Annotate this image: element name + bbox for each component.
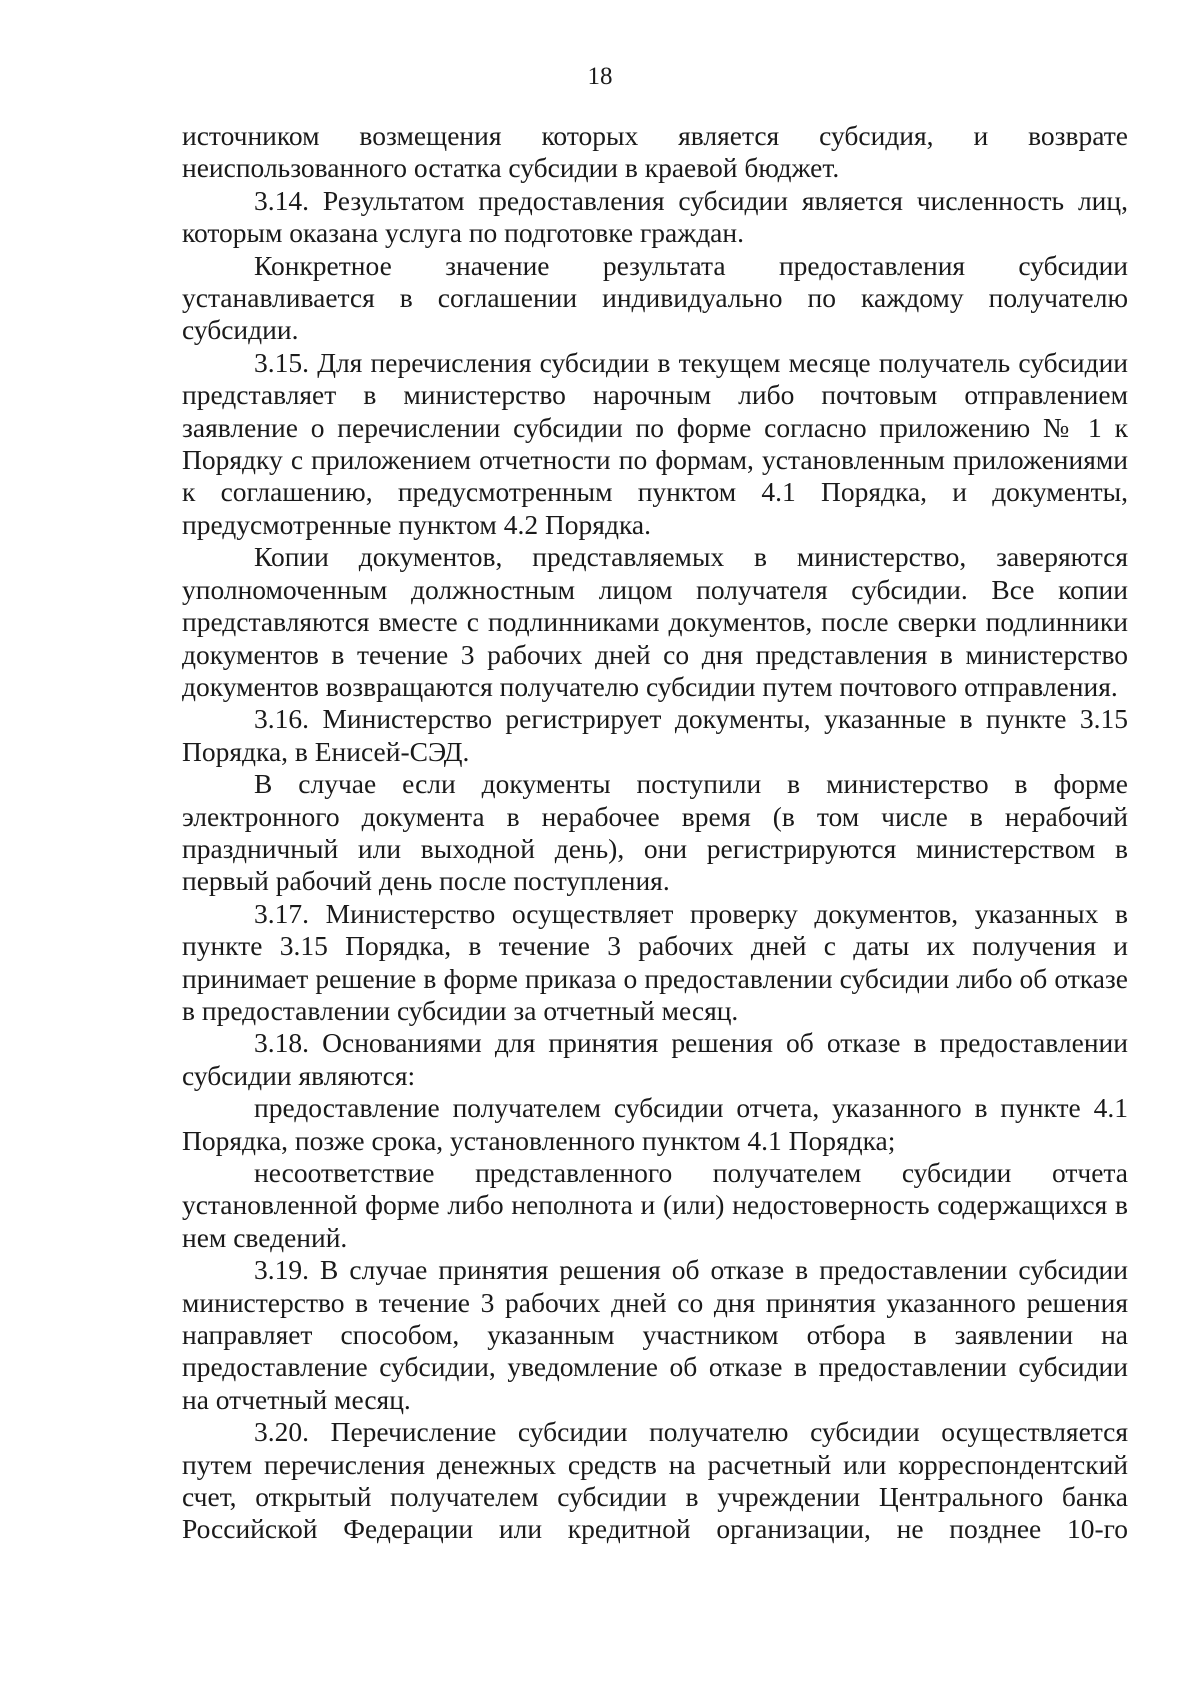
page-number: 18 [587, 63, 613, 90]
document-body [182, 120, 1128, 1546]
paragraph-3-17: 3.17. Министерство осуществляет проверку документов, указанных в пункте 3.15 Порядка, в течение 3 рабочих дней с даты их получения и принимает решение в форме приказа о предоставлении субсидии либо об отказе в предоставлении субсидии за отчетный месяц. [182, 897, 1128, 1026]
paragraph-3-18: 3.18. Основаниями для принятия решения об отказе в предоставлении субсидии являются: [182, 1027, 1128, 1091]
paragraph-copies: Копии документов, представляемых в министерство, заверяются уполномоченным должностным лицом получателя субсидии. Все копии представляются вместе с подлинниками документов, после сверки подлинники документов в течение 3 рабочих дней со дня представления в министерство документов возвращаются получателю субсидии путем почтового отправления. [182, 541, 1128, 702]
paragraph-electronic-docs: В случае если документы поступили в министерство в форме электронного документа в нерабочее время (в том числе в нерабочий праздничный или выходной день), они регистрируются министерством в первый рабочий день после поступления. [182, 768, 1128, 897]
paragraph-reason-late-report: предоставление получателем субсидии отчета, указанного в пункте 4.1 Порядка, позже срока, установленного пунктом 4.1 Порядка; [182, 1092, 1128, 1156]
paragraph-3-19: 3.19. В случае принятия решения об отказе в предоставлении субсидии министерство в течение 3 рабочих дней со дня принятия указанного решения направляет способом, указанным участником отбора в заявлении на предоставление субсидии, уведомление об отказе в предоставлении субсидии на отчетный месяц. [182, 1254, 1128, 1415]
paragraph-3-20: 3.20. Перечисление субсидии получателю субсидии осуществляется путем перечисления денежных средств на расчетный или корреспондентский счет, открытый получателем субсидии в учреждении Центрального банка Российской Федерации или кредитной организации, не позднее 10-го [182, 1416, 1128, 1545]
paragraph-3-15: 3.15. Для перечисления субсидии в текущем месяце получатель субсидии представляет в министерство нарочным либо почтовым отправлением заявление о перечислении субсидии по форме согласно приложению № 1 к Порядку с приложением отчетности по формам, установленным приложениями к соглашению, предусмотренным пунктом 4.1 Порядка, и документы, предусмотренные пунктом 4.2 Порядка. [182, 346, 1128, 540]
paragraph-3-14: 3.14. Результатом предоставления субсидии является численность лиц, которым оказана услуга по подготовке граждан. [182, 184, 1128, 249]
paragraph-result-value: Конкретное значение результата предоставления субсидии устанавливается в соглашении индивидуально по каждому получателю субсидии. [182, 249, 1128, 346]
paragraph-continuation: источником возмещения которых является субсидия, и возврате неиспользованного остатка субсидии в краевой бюджет. [182, 120, 1128, 184]
paragraph-3-16: 3.16. Министерство регистрирует документы, указанные в пункте 3.15 Порядка, в Енисей-СЭД. [182, 703, 1128, 767]
paragraph-reason-nonconformity: несоответствие представленного получателем субсидии отчета установленной форме либо неполнота и (или) недостоверность содержащихся в нем сведений. [182, 1157, 1128, 1253]
